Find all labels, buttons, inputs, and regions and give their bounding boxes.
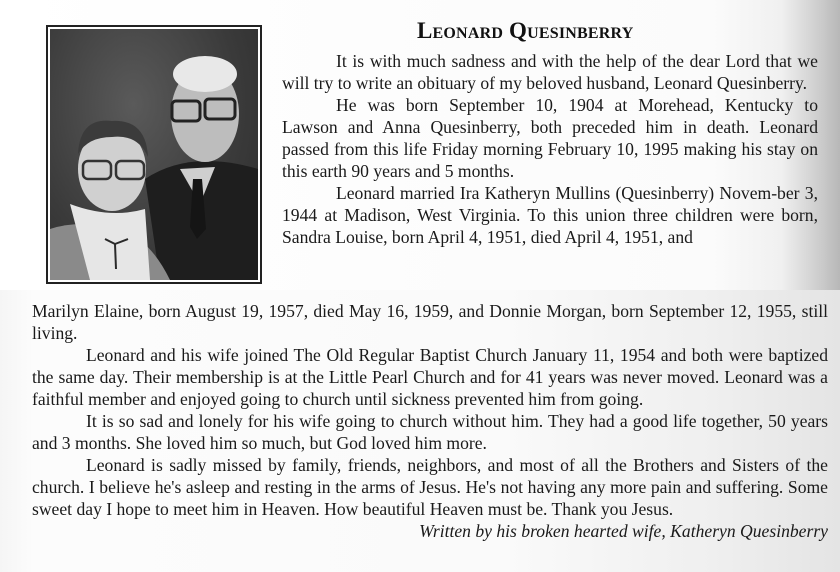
signature-line: Written by his broken hearted wife, Katheryn Quesinberry [419, 521, 828, 541]
couple-portrait-icon [50, 29, 258, 280]
paragraph-intro: It is with much sadness and with the help of the dear Lord that we will try to write an obituary of my beloved husband, Leonard Quesinberry. [282, 51, 818, 93]
portrait-photo-icon [50, 29, 258, 280]
paragraph-birth: He was born September 10, 1904 at Morehead, Kentucky to Lawson and Anna Quesinberry, both preceded him in death. Leonard passed from this life Friday morning February 10, 1995 making his stay on this earth 90 years and 5 months. [282, 95, 818, 181]
paragraph-children-continued: Marilyn Elaine, born August 19, 1957, died May 16, 1959, and Donnie Morgan, born September 12, 1955, still living. [32, 301, 828, 343]
paragraph-lonely: It is so sad and lonely for his wife going to church without him. They had a good life together, 50 years and 3 months. She loved him so much, but God loved him more. [32, 411, 828, 453]
obituary-title: Leonard Quesinberry [417, 18, 634, 43]
paragraph-missed: Leonard is sadly missed by family, friends, neighbors, and most of all the Brothers and Sisters of the church. I believe he's asleep and resting in the arms of Jesus. He's not having any more pain and suffering. Some sweet day I hope to meet him in Heaven. How beautiful Heaven must be. Thank you Jesus. [32, 455, 828, 519]
obituary-text-lower [32, 300, 828, 542]
paragraph-church: Leonard and his wife joined The Old Regular Baptist Church January 11, 1954 and both were baptized the same day. Their membership is at the Little Pearl Church and for 41 years was never moved. Leonard was a faithful member and enjoyed going to church until sickness prevented him from going. [32, 345, 828, 409]
paragraph-marriage: Leonard married Ira Katheryn Mullins (Quesinberry) Novem-ber 3, 1944 at Madison, West Virginia. To this union three children were born, Sandra Louise, born April 4, 1951, died April 4, 1951, and [282, 183, 818, 247]
obituary-text-upper [282, 50, 818, 248]
portrait-photo-frame [46, 25, 262, 284]
